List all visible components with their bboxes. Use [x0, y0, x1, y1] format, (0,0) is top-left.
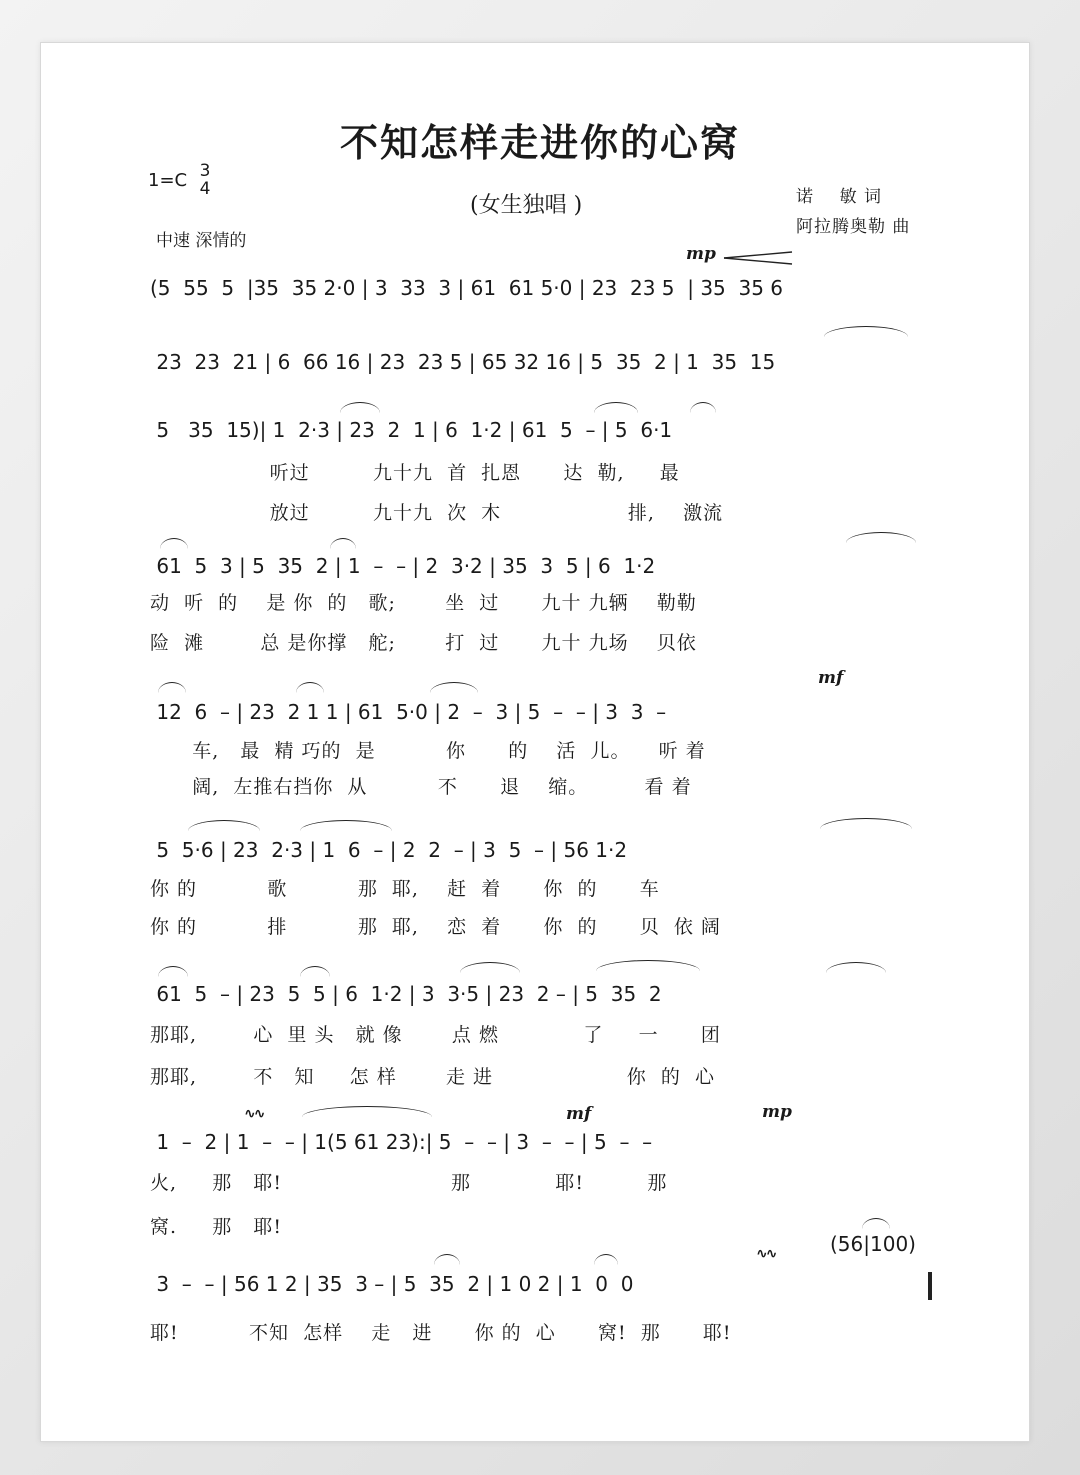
time-signature [198, 162, 212, 198]
crescendo-hairpin [722, 250, 794, 266]
time-signature-top: 3 [199, 161, 211, 181]
composer-credit: 阿拉腾奥勒 曲 [796, 217, 911, 237]
lyric-verse-1: 听过 九十九 首 扎恩 达 勒, 最 [150, 462, 680, 484]
note-line: 3 – – | 56 1 2 | 35 3 – | 5 35 2 | 1 0 2 | 1 0 0 [150, 1272, 634, 1296]
note-line: 1 – 2 | 1 – – | 1(5 61 23):| 5 – – | 3 – – | 5 – – [150, 1130, 653, 1154]
lyric-verse-2: 险 滩 总 是你撑 舵; 打 过 九十 九场 贝依 [150, 632, 697, 654]
note-line: (5 55 5 |35 35 2·0 | 3 33 3 | 61 61 5·0 | 23 23 5 | 35 35 6 [150, 276, 784, 300]
dynamic-mf: mf [566, 1104, 592, 1124]
final-barline [928, 1272, 932, 1300]
lyric-verse-1: 你 的 歌 那 耶, 赶 着 你 的 车 [150, 878, 660, 900]
dynamic-mp: mp [762, 1102, 792, 1122]
song-title: 不知怎样走进你的心窝 [339, 121, 740, 165]
note-line: 12 6 – | 23 2 1 1 | 61 5·0 | 2 – 3 | 5 – – | 3 3 – [150, 700, 667, 724]
lyric-verse-1: 耶! 不知 怎样 走 进 你 的 心 窝! 那 耶! [150, 1322, 732, 1344]
lyric-verse-2: 放过 九十九 次 木 排, 激流 [150, 502, 724, 524]
note-line: 23 23 21 | 6 66 16 | 23 23 5 | 65 32 16 | 5 35 2 | 1 35 15 [150, 350, 776, 374]
note-line: 61 5 – | 23 5 5 | 6 1·2 | 3 3·5 | 23 2 – | 5 35 2 [150, 982, 662, 1006]
lyric-verse-1: 车, 最 精 巧的 是 你 的 活 儿。 听 着 [150, 740, 706, 762]
lyric-verse-1: 动 听 的 是 你 的 歌; 坐 过 九十 九辆 勒勒 [150, 592, 697, 614]
lyric-verse-1: 火, 那 耶! 那 耶! 那 [150, 1172, 668, 1194]
lyricist-credit: 诺 敏 词 [796, 187, 883, 207]
note-line: 5 35 15)| 1 2·3 | 23 2 1 | 6 1·2 | 61 5 – | 5 6·1 [150, 418, 673, 442]
mordent-icon: ∿∿ [756, 1246, 776, 1262]
mordent-icon: ∿∿ [244, 1106, 264, 1122]
lyric-verse-2: 阔, 左推右挡你 从 不 退 缩。 看 着 [150, 776, 692, 798]
subtitle: (女生独唱 ) [470, 193, 583, 218]
dynamic-mf: mf [818, 668, 844, 688]
lyric-verse-2: 窝. 那 耶! [150, 1216, 282, 1238]
tempo-marking: 中速 深情的 [156, 231, 247, 251]
lyric-verse-2: 那耶, 不 知 怎 样 走 进 你 的 心 [150, 1066, 715, 1088]
dynamic-mp: mp [686, 244, 716, 264]
coda-notes: (56|100) [830, 1232, 916, 1256]
lyric-verse-2: 你 的 排 那 耶, 恋 着 你 的 贝 依 阔 [150, 916, 721, 938]
note-line: 5 5·6 | 23 2·3 | 1 6 – | 2 2 – | 3 5 – | 56 1·2 [150, 838, 628, 862]
note-line: 61 5 3 | 5 35 2 | 1 – – | 2 3·2 | 35 3 5 | 6 1·2 [150, 554, 656, 578]
time-signature-bottom: 4 [199, 179, 211, 199]
lyric-verse-1: 那耶, 心 里 头 就 像 点 燃 了 一 团 [150, 1024, 721, 1046]
key-signature: 1=C [148, 170, 188, 191]
